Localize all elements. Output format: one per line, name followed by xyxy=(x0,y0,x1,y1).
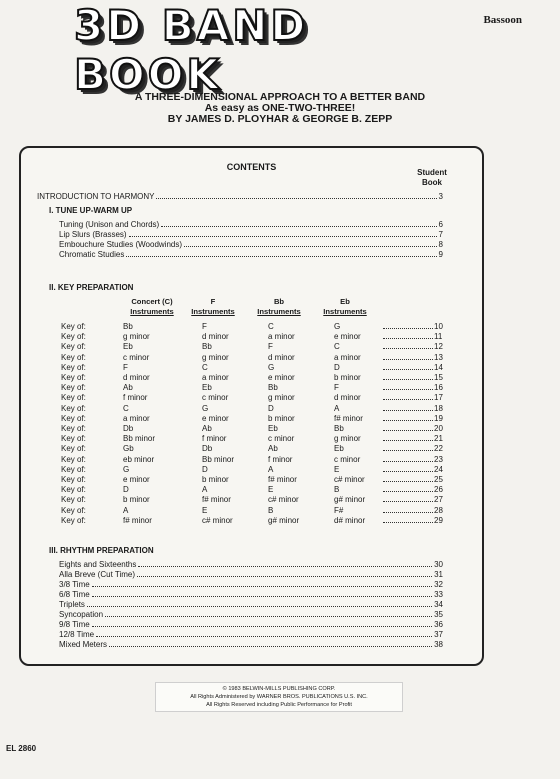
toc-entry-label: Tuning (Unison and Chords) xyxy=(59,220,160,229)
key-cell: d minor xyxy=(334,393,361,403)
toc-entry-label: Mixed Meters xyxy=(59,640,108,649)
toc-entry-page: 36 xyxy=(434,620,443,629)
dot-leader xyxy=(96,630,432,637)
toc-entry xyxy=(59,610,443,620)
key-of-label: Key of: xyxy=(61,434,86,444)
key-cell: eb minor xyxy=(123,454,155,464)
dot-leader xyxy=(129,230,437,237)
key-cell: e minor xyxy=(334,332,361,342)
key-cell: G xyxy=(334,322,341,331)
key-cell: f# minor xyxy=(123,515,152,525)
key-of-label: Key of: xyxy=(61,454,86,464)
toc-entry xyxy=(59,570,443,580)
dot-leader xyxy=(137,570,432,577)
key-cell: B xyxy=(268,505,274,515)
toc-entry-label: 12/8 Time xyxy=(59,630,95,639)
key-page: 29 xyxy=(434,515,443,525)
dot-leader xyxy=(383,522,433,523)
toc-entry-page: 35 xyxy=(434,610,443,619)
key-cell: a minor xyxy=(268,332,295,342)
toc-entry-label: 6/8 Time xyxy=(59,590,90,599)
dot-leader xyxy=(383,461,433,462)
dot-leader xyxy=(383,481,433,482)
dot-leader xyxy=(383,440,433,441)
key-of-label: Key of: xyxy=(61,322,86,331)
key-cell: g minor xyxy=(268,393,295,403)
toc-entry-label: Eights and Sixteenths xyxy=(59,560,137,569)
key-cell: c# minor xyxy=(268,495,299,505)
dot-leader xyxy=(92,590,432,597)
key-row xyxy=(21,516,482,526)
key-cell: A xyxy=(334,403,340,413)
key-cell: G xyxy=(202,403,209,413)
key-cell: G xyxy=(268,362,275,372)
key-page: 25 xyxy=(434,475,443,484)
key-cell: c# minor xyxy=(202,515,233,525)
column-header-line: Instruments xyxy=(130,307,174,316)
key-cell: e minor xyxy=(123,475,150,484)
toc-entry xyxy=(59,640,443,650)
key-of-label: Key of: xyxy=(61,505,86,515)
catalog-code: EL 2860 xyxy=(6,744,37,753)
key-row xyxy=(21,444,482,454)
toc-entry xyxy=(59,580,443,590)
dot-leader xyxy=(87,600,432,607)
dot-leader xyxy=(383,328,433,329)
key-cell: B xyxy=(334,485,340,495)
key-page: 20 xyxy=(434,424,443,433)
key-cell: a minor xyxy=(334,352,361,362)
key-cell: Ab xyxy=(268,444,278,454)
key-row xyxy=(21,424,482,434)
key-row xyxy=(21,414,482,424)
key-cell: d minor xyxy=(268,352,295,362)
contents-heading: CONTENTS xyxy=(226,162,277,172)
dot-leader xyxy=(161,220,436,227)
key-page: 23 xyxy=(434,454,443,464)
key-row xyxy=(21,434,482,444)
key-row xyxy=(21,485,482,495)
key-cell: E xyxy=(334,464,340,474)
toc-entry xyxy=(59,620,443,630)
section-heading-tune-up: I. TUNE UP-WARM UP xyxy=(49,206,133,215)
key-row xyxy=(21,393,482,403)
key-page: 26 xyxy=(434,485,443,495)
toc-entry xyxy=(59,220,443,230)
key-page: 15 xyxy=(434,373,443,382)
key-cell: Bb minor xyxy=(123,434,156,444)
toc-entry-label: Syncopation xyxy=(59,610,104,619)
key-cell: Bb xyxy=(334,424,344,433)
book-title: 3D BAND BOOK xyxy=(74,1,309,99)
key-cell: d minor xyxy=(202,332,229,342)
key-of-label: Key of: xyxy=(61,332,86,342)
key-page: 12 xyxy=(434,342,443,352)
key-cell: b minor xyxy=(202,475,229,484)
toc-entry-page: 9 xyxy=(438,250,443,259)
key-row xyxy=(21,475,482,485)
copyright-line: All Rights Reserved including Public Performance for Profit xyxy=(206,702,352,708)
key-cell: F xyxy=(202,322,207,331)
key-row xyxy=(21,383,482,393)
toc-entry-label: INTRODUCTION TO HARMONY xyxy=(37,192,155,201)
toc-entry xyxy=(59,590,443,600)
dot-leader xyxy=(383,379,433,380)
key-of-label: Key of: xyxy=(61,495,86,505)
dot-leader xyxy=(184,240,437,247)
key-cell: g minor xyxy=(334,434,361,444)
key-page: 11 xyxy=(434,332,443,342)
column-header-bb xyxy=(249,297,309,317)
toc-entry-page: 33 xyxy=(434,590,443,599)
toc-entry-page: 31 xyxy=(434,570,443,579)
key-cell: D xyxy=(202,464,208,474)
key-table xyxy=(21,322,482,528)
key-cell: G xyxy=(123,464,130,474)
key-cell: Ab xyxy=(123,383,133,393)
column-header-line: Concert (C) xyxy=(131,297,173,306)
dot-leader xyxy=(383,471,433,472)
subtitle xyxy=(0,92,560,125)
dot-leader xyxy=(383,430,433,431)
key-cell: D xyxy=(334,362,340,372)
key-cell: D xyxy=(123,485,129,495)
key-cell: f minor xyxy=(123,393,148,403)
key-cell: D xyxy=(268,403,274,413)
key-row xyxy=(21,455,482,465)
key-page: 16 xyxy=(434,383,443,393)
key-cell: F xyxy=(123,362,128,372)
section-rhythm-list xyxy=(59,560,443,650)
key-row xyxy=(21,404,482,414)
section-tune-up-list xyxy=(59,220,443,260)
key-cell: e minor xyxy=(202,413,229,423)
key-of-label: Key of: xyxy=(61,444,86,454)
key-of-label: Key of: xyxy=(61,403,86,413)
dot-leader xyxy=(138,560,432,567)
key-cell: g minor xyxy=(123,332,150,342)
key-cell: c minor xyxy=(268,434,295,444)
key-cell: Bb xyxy=(123,322,133,331)
key-cell: b minor xyxy=(268,413,295,423)
key-cell: c minor xyxy=(123,352,150,362)
key-page: 10 xyxy=(434,322,443,331)
key-cell: c# minor xyxy=(334,475,365,484)
key-row xyxy=(21,465,482,475)
key-cell: A xyxy=(123,505,129,515)
copyright-line: All Rights Administered by WARNER BROS. PUBLICATIONS U.S. INC. xyxy=(190,694,368,700)
dot-leader xyxy=(156,192,436,199)
toc-entry xyxy=(59,630,443,640)
section-heading-rhythm-prep: III. RHYTHM PREPARATION xyxy=(49,546,154,555)
key-row xyxy=(21,322,482,332)
dot-leader xyxy=(383,450,433,451)
key-cell: E xyxy=(202,505,208,515)
key-cell: c minor xyxy=(334,454,361,464)
key-cell: F xyxy=(268,342,273,352)
key-row xyxy=(21,342,482,352)
toc-entry-label: Lip Slurs (Brasses) xyxy=(59,230,127,239)
dot-leader xyxy=(383,420,433,421)
key-cell: C xyxy=(334,342,340,352)
dot-leader xyxy=(383,491,433,492)
dot-leader xyxy=(383,338,433,339)
key-page: 27 xyxy=(434,495,443,505)
key-row xyxy=(21,506,482,516)
key-cell: Ab xyxy=(202,424,212,433)
key-cell: E xyxy=(268,485,274,495)
key-cell: Eb xyxy=(334,444,344,454)
key-of-label: Key of: xyxy=(61,352,86,362)
toc-entry-label: Triplets xyxy=(59,600,85,609)
key-of-label: Key of: xyxy=(61,362,86,372)
toc-entry xyxy=(59,240,443,250)
key-of-label: Key of: xyxy=(61,424,86,433)
dot-leader xyxy=(383,512,433,513)
key-cell: f minor xyxy=(202,434,227,444)
key-cell: A xyxy=(268,464,274,474)
column-header-f xyxy=(183,297,243,317)
key-row xyxy=(21,495,482,505)
toc-entry-page: 7 xyxy=(438,230,443,239)
toc-entry xyxy=(59,250,443,260)
student-book-header xyxy=(412,168,452,188)
key-cell: Eb xyxy=(123,342,133,352)
dot-leader xyxy=(383,410,433,411)
section-heading-key-prep: II. KEY PREPARATION xyxy=(49,283,134,292)
toc-entry-page: 3 xyxy=(438,192,443,201)
copyright-line: © 1983 BELWIN-MILLS PUBLISHING CORP. xyxy=(222,686,336,692)
key-of-label: Key of: xyxy=(61,485,86,495)
column-header-line: F xyxy=(210,297,216,306)
key-cell: C xyxy=(268,322,274,331)
subtitle-line: A THREE-DIMENSIONAL APPROACH TO A BETTER BAND xyxy=(134,91,426,103)
key-of-label: Key of: xyxy=(61,515,86,525)
toc-entry xyxy=(59,600,443,610)
toc-entry xyxy=(59,560,443,570)
key-row xyxy=(21,363,482,373)
toc-entry-page: 8 xyxy=(438,240,443,249)
dot-leader xyxy=(109,640,432,647)
toc-entry-page: 32 xyxy=(434,580,443,589)
toc-entry-intro xyxy=(37,192,443,202)
key-cell: Gb xyxy=(123,444,134,454)
dot-leader xyxy=(383,501,433,502)
key-of-label: Key of: xyxy=(61,413,86,423)
toc-entry xyxy=(59,230,443,240)
key-page: 21 xyxy=(434,434,443,444)
key-row xyxy=(21,353,482,363)
dot-leader xyxy=(92,620,432,627)
column-header-line: Instruments xyxy=(257,307,301,316)
key-cell: Eb xyxy=(202,383,212,393)
author-line: BY JAMES D. PLOYHAR & GEORGE B. ZEPP xyxy=(167,113,393,125)
toc-entry-label: 3/8 Time xyxy=(59,580,90,589)
key-cell: g# minor xyxy=(334,495,366,505)
key-page: 14 xyxy=(434,362,443,372)
dot-leader xyxy=(383,399,433,400)
student-book-line: Student xyxy=(417,168,447,177)
key-of-label: Key of: xyxy=(61,373,86,382)
key-page: 22 xyxy=(434,444,443,454)
key-cell: a minor xyxy=(123,413,150,423)
key-cell: C xyxy=(123,403,129,413)
toc-entry-label: Chromatic Studies xyxy=(59,250,125,259)
key-cell: Db xyxy=(123,424,134,433)
dot-leader xyxy=(126,250,436,257)
column-header-line: Instruments xyxy=(323,307,367,316)
key-cell: a minor xyxy=(202,373,229,382)
key-cell: f# minor xyxy=(268,475,297,484)
dot-leader xyxy=(105,610,432,617)
key-row xyxy=(21,373,482,383)
toc-entry-page: 30 xyxy=(434,560,443,569)
student-book-line: Book xyxy=(422,178,442,187)
key-cell: Db xyxy=(202,444,213,454)
dot-leader xyxy=(92,580,432,587)
column-header-eb xyxy=(315,297,375,317)
key-cell: b minor xyxy=(123,495,150,505)
key-cell: g# minor xyxy=(268,515,300,525)
key-cell: g minor xyxy=(202,352,229,362)
key-cell: b minor xyxy=(334,373,361,382)
key-cell: c minor xyxy=(202,393,229,403)
key-cell: f# minor xyxy=(334,413,363,423)
key-of-label: Key of: xyxy=(61,342,86,352)
key-cell: d minor xyxy=(123,373,150,382)
key-cell: e minor xyxy=(268,373,295,382)
key-page: 19 xyxy=(434,413,443,423)
dot-leader xyxy=(383,389,433,390)
key-cell: C xyxy=(202,362,208,372)
column-header-line: Instruments xyxy=(191,307,235,316)
toc-entry-page: 34 xyxy=(434,600,443,609)
dot-leader xyxy=(383,359,433,360)
key-of-label: Key of: xyxy=(61,393,86,403)
key-cell: Bb xyxy=(202,342,212,352)
key-row xyxy=(21,332,482,342)
key-of-label: Key of: xyxy=(61,475,86,484)
toc-entry-page: 38 xyxy=(434,640,443,649)
key-page: 13 xyxy=(434,352,443,362)
key-cell: d# minor xyxy=(334,515,366,525)
key-of-label: Key of: xyxy=(61,464,86,474)
key-page: 17 xyxy=(434,393,443,403)
toc-entry-page: 37 xyxy=(434,630,443,639)
toc-entry-label: Embouchure Studies (Woodwinds) xyxy=(59,240,183,249)
key-cell: A xyxy=(202,485,208,495)
key-cell: F# xyxy=(334,505,344,515)
column-header-line: Eb xyxy=(340,297,350,306)
key-cell: F xyxy=(334,383,339,393)
toc-entry-label: Alla Breve (Cut Time) xyxy=(59,570,136,579)
instrument-label: Bassoon xyxy=(483,14,522,26)
key-page: 28 xyxy=(434,505,443,515)
column-header-concert xyxy=(117,297,187,317)
column-header-line: Bb xyxy=(273,297,285,306)
key-page: 18 xyxy=(434,403,443,413)
contents-box xyxy=(19,146,484,666)
key-page: 24 xyxy=(434,464,443,474)
copyright-notice xyxy=(155,682,403,712)
key-cell: Bb xyxy=(268,383,278,393)
key-cell: f minor xyxy=(268,454,293,464)
dot-leader xyxy=(383,369,433,370)
key-of-label: Key of: xyxy=(61,383,86,393)
toc-entry-label: 9/8 Time xyxy=(59,620,90,629)
key-cell: Eb xyxy=(268,424,278,433)
dot-leader xyxy=(383,348,433,349)
key-cell: Bb minor xyxy=(202,454,235,464)
subtitle-line: As easy as ONE-TWO-THREE! xyxy=(204,102,356,114)
key-cell: f# minor xyxy=(202,495,231,505)
toc-entry-page: 6 xyxy=(438,220,443,229)
